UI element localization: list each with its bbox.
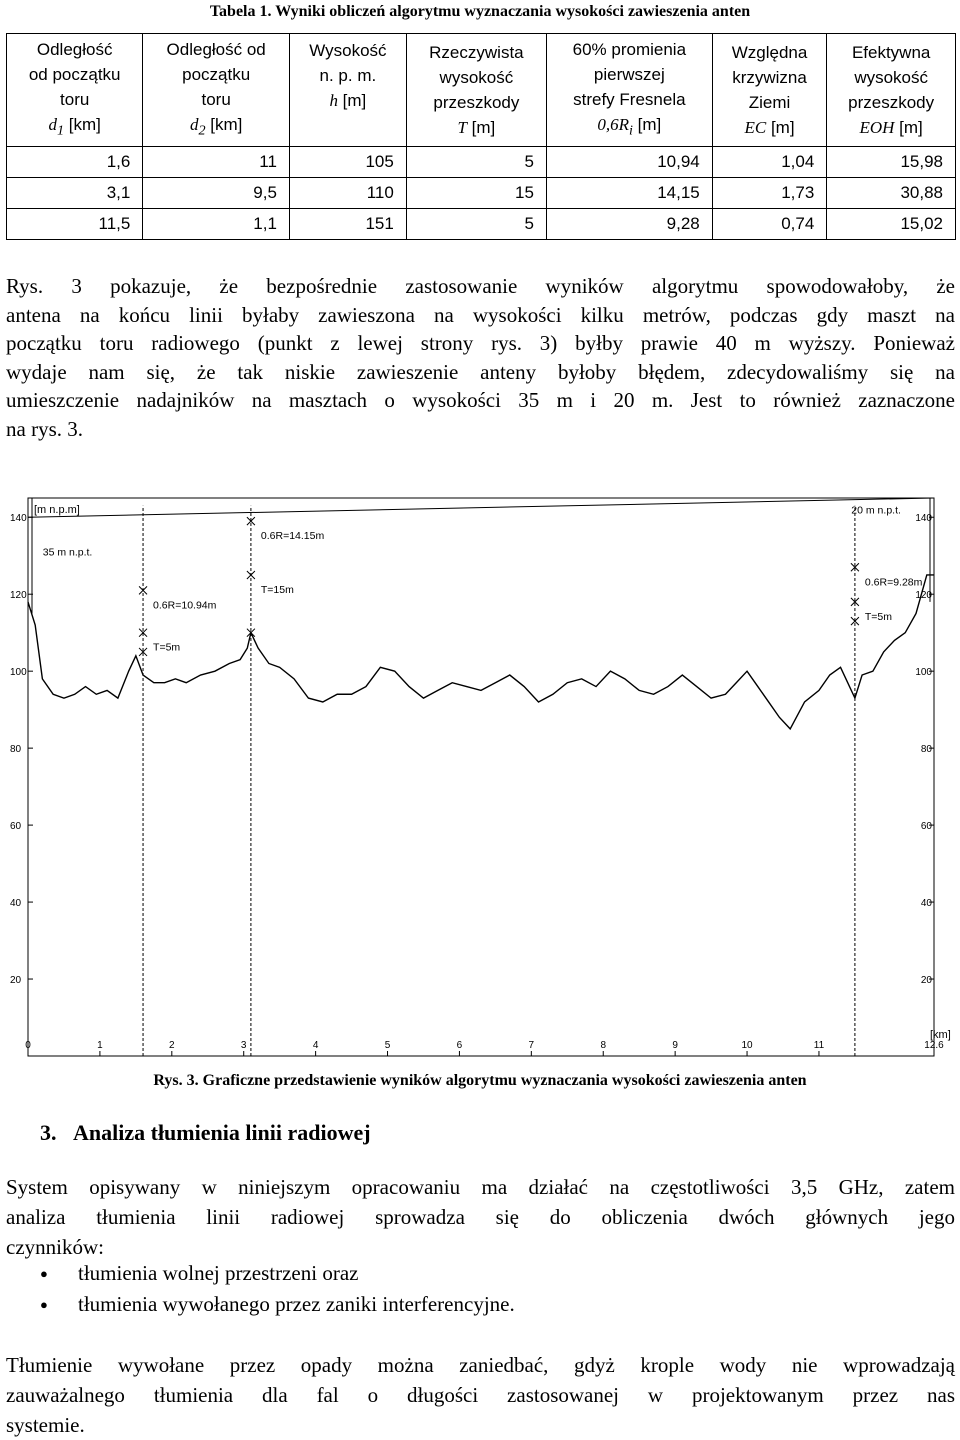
fresnel-label: 0.6R=10.94m [153, 599, 217, 612]
table-header-row [7, 34, 956, 147]
bullet-list [40, 1258, 515, 1320]
paragraph-rain [6, 1350, 955, 1440]
list-item: ● tłumienia wolnej przestrzeni oraz [40, 1258, 515, 1289]
y-tick-label-right: 40 [920, 898, 932, 910]
table-cell: 1,73 [712, 178, 827, 209]
x-axis-unit-label: [km] [930, 1029, 951, 1041]
table-cell: 1,6 [7, 147, 143, 178]
table-cell: 15 [406, 178, 546, 209]
table-cell: 3,1 [7, 178, 143, 209]
table-cell: 1,1 [143, 209, 290, 240]
paragraph-intro [6, 272, 955, 443]
y-tick-label-left: 60 [10, 821, 22, 833]
table-cell: 30,88 [827, 178, 956, 209]
obstacle-height-label: T=15m [260, 583, 294, 596]
figure-caption: Rys. 3. Graficzne przedstawienie wyników algorytmu wyznaczania wysokości zawieszenia anten [153, 1072, 807, 1089]
y-tick-label-left: 120 [10, 590, 27, 602]
y-axis-label: [m n.p.m] [34, 504, 80, 516]
x-tick-label: 5 [384, 1040, 391, 1051]
table-cell: 0,74 [712, 209, 827, 240]
y-tick-label-right: 100 [915, 667, 932, 679]
fresnel-label: 0.6R=14.15m [260, 530, 325, 543]
x-tick-label: 8 [600, 1040, 607, 1051]
x-tick-label: 4 [312, 1040, 319, 1051]
table-cell: 5 [406, 147, 546, 178]
section-heading [40, 1120, 371, 1146]
y-tick-label-left: 80 [10, 744, 22, 756]
obstacle-height-label: T=5m [153, 641, 181, 654]
x-tick-label: 3 [240, 1040, 247, 1051]
header-eoh: Efektywna wysokość przeszkody EOH [m] [827, 34, 956, 147]
plot-frame [28, 498, 934, 1056]
table-caption: Tabela 1. Wyniki obliczeń algorytmu wyznaczania wysokości zawieszenia anten [209, 3, 751, 20]
table-cell: 15,02 [827, 209, 956, 240]
x-tick-label: 12.6 [924, 1040, 944, 1051]
table-cell: 15,98 [827, 147, 956, 178]
text-line: zauważalnego tłumienia dla fal o długości zastosowanej w projektowanym przez nas [6, 1383, 955, 1407]
list-item: ● tłumienia wywołanego przez zaniki interferencyjne. [40, 1289, 515, 1320]
y-tick-label-right: 140 [915, 513, 932, 525]
text-line: System opisywany w niniejszym opracowaniu ma działać na częstotliwości 3,5 GHz, zatem [6, 1175, 955, 1199]
x-tick-label: 6 [456, 1040, 463, 1051]
table-cell: 1,04 [712, 147, 827, 178]
obstacle-height-label: T=5m [864, 610, 893, 623]
table-cell: 14,15 [546, 178, 712, 209]
table-row [7, 209, 956, 240]
section-number: 3. [40, 1120, 57, 1145]
paragraph-system [6, 1172, 955, 1262]
header-d2: Odległość od początku toru $d_2$ [km] [143, 34, 290, 147]
table-cell: 151 [289, 209, 406, 240]
header-d1: Odległość od początku toru $d_1$ [km] [7, 34, 143, 147]
y-tick-label-left: 20 [10, 975, 22, 987]
y-tick-label-right: 80 [920, 744, 932, 756]
mast-label: 35 m n.p.t. [42, 546, 93, 559]
text-line: wydaje nam się, że tak niskie zawieszenie anteny byłoby błędem, zdecydowaliśmy się na [6, 359, 955, 384]
x-tick-label: 7 [528, 1040, 535, 1051]
text-line: Rys. 3 pokazuje, że bezpośrednie zastosowanie wyników algorytmu spowodowałoby, że [6, 274, 955, 298]
text-line: na rys. 3. [6, 416, 83, 441]
section-title: Analiza tłumienia linii radiowej [73, 1120, 371, 1145]
table-cell: 5 [406, 209, 546, 240]
text-line: analiza tłumienia linii radiowej sprowadza się do obliczenia dwóch głównych jego [6, 1205, 955, 1229]
y-tick-label-left: 100 [10, 667, 27, 679]
text-line: umieszczenie nadajników na masztach o wysokości 35 m i 20 m. Jest to również zaznaczone [6, 388, 955, 412]
text-line: początku toru radiowego (punkt z lewej strony rys. 3) byłby prawie 40 m wyższy. Ponieważ [6, 331, 955, 355]
x-tick-label: 9 [672, 1040, 678, 1051]
y-tick-label-right: 60 [920, 821, 932, 833]
mast-label: 20 m n.p.t. [851, 504, 901, 517]
header-fresnel: 60% promienia pierwszej strefy Fresnela $0,6R_i$ [m] [546, 34, 712, 147]
text-line: systemie. [6, 1413, 85, 1437]
table-cell: 105 [289, 147, 406, 178]
fresnel-label: 0.6R=9.28m [864, 576, 923, 589]
x-tick-label: 0 [25, 1040, 31, 1051]
y-tick-label-right: 20 [920, 975, 932, 987]
y-tick-label-right: 120 [915, 590, 932, 602]
table-cell: 11,5 [7, 209, 143, 240]
text-line: antena na końcu linii byłaby zawieszona na wysokości kilku metrów, podczas gdy maszt na [6, 302, 955, 327]
x-tick-label: 11 [813, 1040, 825, 1051]
results-table [6, 33, 956, 240]
x-tick-label: 10 [741, 1040, 753, 1051]
header-t: Rzeczywista wysokość przeszkody T [m] [406, 34, 546, 147]
header-ec: Względna krzywizna Ziemi EC [m] [712, 34, 827, 147]
table-cell: 9,28 [546, 209, 712, 240]
y-tick-label-left: 40 [10, 898, 22, 910]
x-tick-label: 1 [97, 1040, 103, 1051]
terrain-profile-chart [6, 476, 956, 1061]
header-h: Wysokość n. p. m. h [m] [289, 34, 406, 147]
table-cell: 9,5 [143, 178, 290, 209]
x-tick-label: 2 [169, 1040, 175, 1051]
table-cell: 110 [289, 178, 406, 209]
table-cell: 11 [143, 147, 290, 178]
table-row [7, 178, 956, 209]
table-cell: 10,94 [546, 147, 712, 178]
y-tick-label-left: 140 [10, 513, 27, 525]
text-line: czynników: [6, 1235, 104, 1259]
text-line: Tłumienie wywołane przez opady można zaniedbać, gdyż krople wody nie wprowadzają [6, 1353, 955, 1377]
table-row [7, 147, 956, 178]
